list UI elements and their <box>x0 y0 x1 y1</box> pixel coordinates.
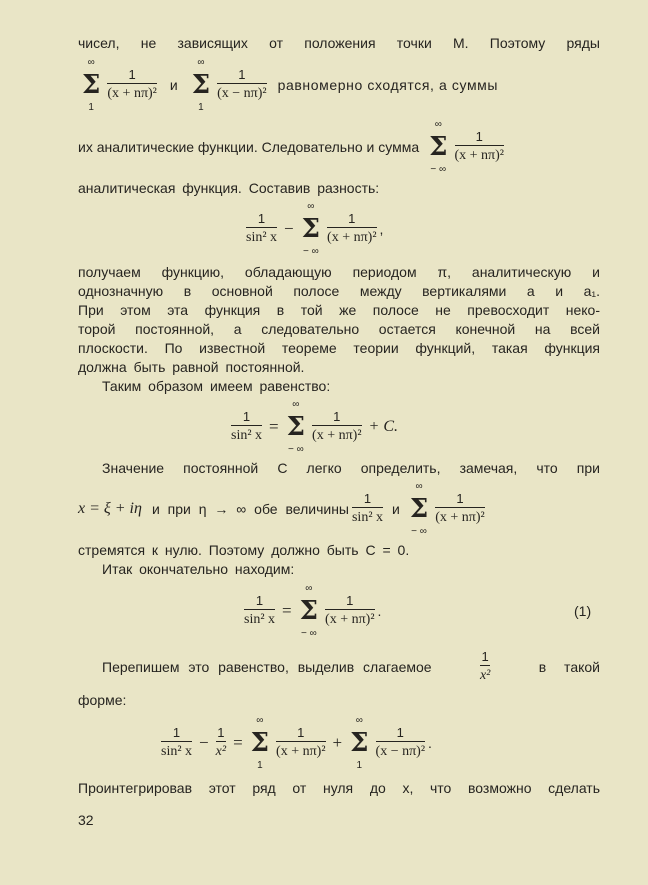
numerator: 1 <box>475 129 483 144</box>
numerator: 1 <box>346 593 354 608</box>
denominator: sin² x <box>244 612 276 627</box>
paragraph-line: однозначную в основной полосе между вертикалями a и a₁. <box>78 283 600 299</box>
numerator: 1 <box>242 409 251 424</box>
sum-symbol <box>410 480 428 538</box>
fraction <box>352 490 383 528</box>
lower-limit: − ∞ <box>287 444 304 455</box>
sigma: Σ <box>409 494 429 524</box>
numerator: 1 <box>238 67 246 82</box>
upper-limit: ∞ <box>355 715 363 726</box>
sum-symbol <box>429 118 447 176</box>
period: . <box>428 735 432 751</box>
minus-sign: − <box>284 219 294 238</box>
upper-limit: ∞ <box>307 201 315 212</box>
fraction <box>107 66 157 104</box>
fraction <box>216 724 226 762</box>
formula-1 <box>241 582 381 640</box>
denominator: (x + nπ)² <box>435 510 485 525</box>
sigma: Σ <box>301 214 321 244</box>
sigma: Σ <box>286 412 306 442</box>
fraction <box>327 210 377 248</box>
text-line: в такой <box>538 659 600 675</box>
denominator: (x + nπ)² <box>454 148 504 163</box>
text-and: и <box>392 501 400 517</box>
equation-number: (1) <box>574 603 592 619</box>
denominator: sin² x <box>231 428 263 443</box>
text-line: Проинтегрировав этот ряд от нуля до x, что возможно сделать <box>78 780 600 796</box>
formula-equality <box>228 398 398 456</box>
page-number: 32 <box>78 812 94 828</box>
paragraph-line: должна быть равной постоянной. <box>78 359 305 375</box>
numerator: 1 <box>456 491 464 506</box>
sigma: Σ <box>82 70 101 100</box>
numerator: 1 <box>348 211 356 226</box>
fraction <box>244 592 275 630</box>
text-line: форме: <box>78 692 127 708</box>
numerator: 1 <box>333 409 341 424</box>
numerator: 1 <box>363 491 372 506</box>
paragraph-line: плоскости. По известной теореме теории функций, такая функция <box>78 340 600 356</box>
text-line: Значение постоянной C легко определить, замечая, что при <box>102 460 600 476</box>
text-line: их аналитические функции. Следовательно и сумма <box>78 139 420 155</box>
equals-sign: = <box>233 733 243 752</box>
text-line: равномерно сходятся, а суммы <box>277 77 499 93</box>
lower-limit: 1 <box>356 760 363 771</box>
sum-symbol <box>287 398 305 456</box>
fraction <box>455 128 505 166</box>
denominator: x² <box>479 668 491 683</box>
comma: , <box>379 221 384 237</box>
minus-sign: − <box>199 733 209 752</box>
denominator: (x + nπ)² <box>312 428 362 443</box>
sum-symbol <box>251 714 269 772</box>
lower-limit: − ∞ <box>302 246 319 257</box>
sum-symbol <box>192 56 210 114</box>
denominator: x² <box>215 744 227 759</box>
upper-limit: ∞ <box>87 57 95 68</box>
lower-limit: − ∞ <box>430 164 447 175</box>
fraction <box>376 724 426 762</box>
fraction <box>161 724 192 762</box>
text-line: чисел, не зависящих от положения точки М. Поэтому ряды <box>78 35 600 51</box>
numerator: 1 <box>396 725 404 740</box>
upper-limit: ∞ <box>197 57 205 68</box>
formula-difference <box>243 200 383 258</box>
upper-limit: ∞ <box>434 119 442 130</box>
equals-sign: = <box>282 601 292 620</box>
sigma: Σ <box>299 596 319 626</box>
upper-limit: ∞ <box>256 715 264 726</box>
formula-rewritten <box>158 714 432 772</box>
formula-line <box>78 118 507 176</box>
paragraph-line: получаем функцию, обладающую периодом π, аналитическую и <box>78 264 600 280</box>
numerator: 1 <box>257 211 266 226</box>
sum-symbol <box>82 56 100 114</box>
fraction <box>480 648 490 686</box>
text-line: Итак окончательно находим: <box>102 561 295 577</box>
fraction <box>231 408 262 446</box>
fraction <box>276 724 326 762</box>
formula-line <box>102 648 600 686</box>
formula-series-pair <box>78 56 498 114</box>
fraction <box>217 66 267 104</box>
lower-limit: − ∞ <box>300 628 317 639</box>
fraction <box>435 490 485 528</box>
text-and: и <box>169 77 178 93</box>
sigma: Σ <box>350 728 369 758</box>
denominator: sin² x <box>351 510 384 525</box>
fraction <box>246 210 277 248</box>
text-line: и при η → ∞ обе величины <box>151 501 349 517</box>
denominator: (x + nπ)² <box>325 612 375 627</box>
upper-limit: ∞ <box>292 399 300 410</box>
constant-term: + C. <box>368 418 398 435</box>
sum-symbol <box>302 200 320 258</box>
numerator: 1 <box>172 725 181 740</box>
numerator: 1 <box>481 649 489 664</box>
plus-sign: + <box>332 733 343 752</box>
sigma: Σ <box>191 70 211 100</box>
sum-symbol <box>350 714 368 772</box>
denominator: (x + nπ)² <box>276 744 326 759</box>
denominator: (x − nπ)² <box>217 86 267 101</box>
text-line: стремятся к нулю. Поэтому должно быть C = 0. <box>78 542 410 558</box>
denominator: (x + nπ)² <box>327 230 377 245</box>
paragraph-line: торой постоянной, а следовательно остается конечной на всей <box>78 321 600 337</box>
text-line: Таким образом имеем равенство: <box>102 378 331 394</box>
sum-symbol <box>300 582 318 640</box>
upper-limit: ∞ <box>415 481 423 492</box>
text-line: аналитическая функция. Составив разность: <box>78 180 380 196</box>
upper-limit: ∞ <box>305 583 313 594</box>
lower-limit: 1 <box>198 102 204 113</box>
numerator: 1 <box>128 67 136 82</box>
numerator: 1 <box>297 725 305 740</box>
numerator: 1 <box>255 593 264 608</box>
lower-limit: − ∞ <box>411 526 427 537</box>
numerator: 1 <box>217 725 225 740</box>
fraction <box>325 592 375 630</box>
math-expression: x = ξ + iη <box>78 500 142 517</box>
equals-sign: = <box>269 417 279 436</box>
sigma: Σ <box>429 132 448 162</box>
denominator: (x + nπ)² <box>107 86 157 101</box>
text-line: Перепишем это равенство, выделив слагаемое <box>102 659 432 675</box>
paragraph-line: При этом эта функция в той же полосе не превосходит неко- <box>78 302 600 318</box>
denominator: sin² x <box>161 744 193 759</box>
sigma: Σ <box>250 728 270 758</box>
period: . <box>377 603 382 619</box>
lower-limit: 1 <box>88 102 94 113</box>
denominator: sin² x <box>246 230 278 245</box>
formula-line <box>78 480 488 538</box>
lower-limit: 1 <box>257 760 263 771</box>
fraction <box>312 408 362 446</box>
denominator: (x − nπ)² <box>375 744 426 759</box>
